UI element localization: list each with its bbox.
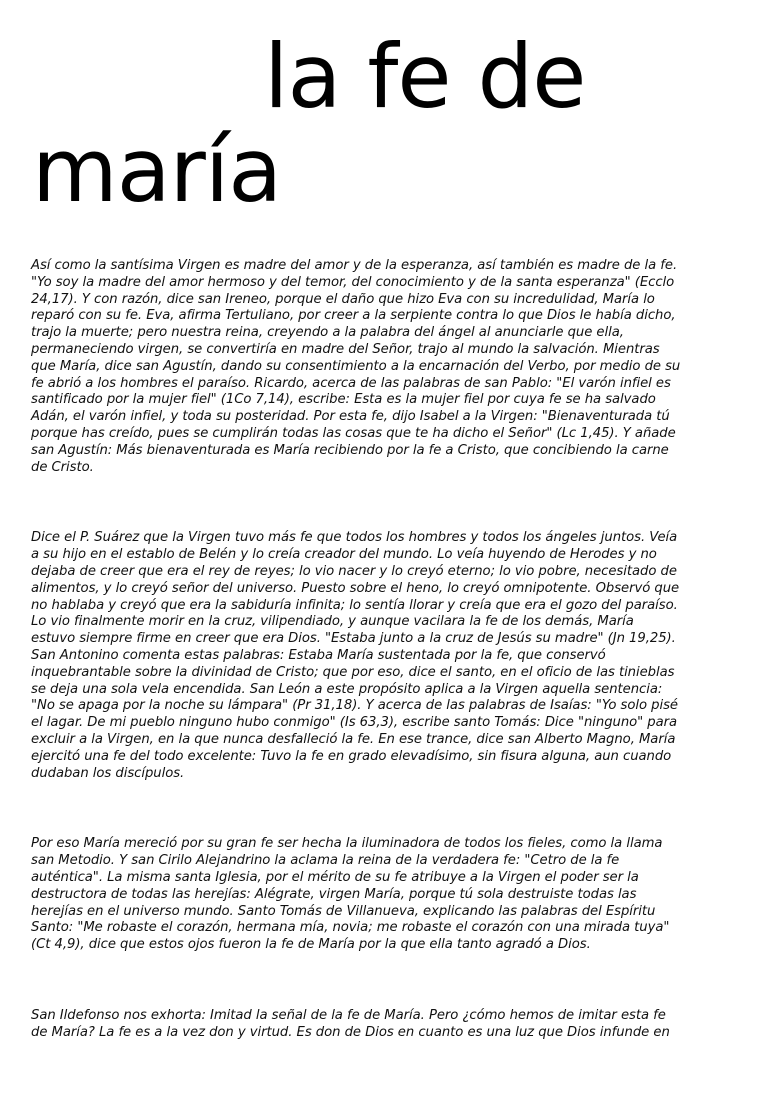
paragraph-line: "Yo soy la madre del amor hermoso y del temor, del conocimiento y de la santa esperanza" (Ecclo [31, 274, 675, 290]
paragraph-line: permaneciendo virgen, se convertiría en madre del Señor, trajo al mundo la salvación. Mientras [31, 341, 660, 357]
title-line: la fe de [264, 25, 586, 128]
paragraph-line: Por eso María mereció por su gran fe ser hecha la iluminadora de todos los fieles, como la llama [31, 836, 663, 852]
paragraph-line: porque has creído, pues se cumplirán todas las cosas que te ha dicho el Señor" (Lc 1,45). Y añade [31, 425, 676, 441]
paragraph-line: Lo vio finalmente morir en la cruz, vilipendiado, y aunque vacilara la fe de los demás, María [31, 614, 634, 630]
paragraph-line: excluir a la Virgen, en la que nunca desfalleció la fe. En ese trance, dice san Alberto Magno, María [31, 731, 676, 747]
paragraph-line: alimentos, y lo creyó señor del universo. Puesto sobre el heno, lo creyó omnipotente. Observó que [31, 580, 680, 596]
paragraph-line: Dice el P. Suárez que la Virgen tuvo más fe que todos los hombres y todos los ángeles juntos. Veía [31, 530, 678, 546]
paragraph-line: fe abrió a los hombres el paraíso. Ricardo, acerca de las palabras de san Pablo: "El varón infiel es [31, 375, 671, 391]
paragraph-line: de María? La fe es a la vez don y virtud. Es don de Dios en cuanto es una luz que Dios infunde en [31, 1024, 670, 1040]
paragraph-line: (Ct 4,9), dice que estos ojos fueron la fe de María por la que ella tanto agradó a Dios. [31, 937, 591, 953]
paragraph-line: inquebrantable sobre la divinidad de Cristo; que por eso, dice el santo, en el oficio de las tinieblas [31, 664, 675, 680]
paragraph-line: dudaban los discípulos. [31, 765, 185, 781]
body-paragraph [31, 1008, 743, 1042]
paragraph-line: trajo la muerte; pero nuestra reina, creyendo a la palabra del ángel al anunciarle que ella, [31, 325, 624, 341]
paragraph-line: San Ildefonso nos exhorta: Imitad la señal de la fe de María. Pero ¿cómo hemos de imitar esta fe [31, 1007, 666, 1023]
paragraph-line: a su hijo en el establo de Belén y lo creía creador del mundo. Lo veía huyendo de Herodes y no [31, 547, 657, 563]
paragraph-line: San Antonino comenta estas palabras: Estaba María sustentada por la fe, que conservó [31, 647, 606, 663]
paragraph-line: herejías en el universo mundo. Santo Tomás de Villanueva, explicando las palabras del Espíritu [31, 903, 656, 919]
body-paragraph [31, 258, 743, 476]
paragraph-line: se deja una sola vela encendida. San León a este propósito aplica a la Virgen aquella sentencia: [31, 681, 663, 697]
document-title [32, 25, 752, 222]
paragraph-line: reparó con su fe. Eva, afirma Tertuliano, por creer a la serpiente contra lo que Dios le había dicho, [31, 308, 676, 324]
paragraph-line: que María, dice san Agustín, dando su consentimiento a la encarnación del Verbo, por medio de su [31, 358, 681, 374]
paragraph-line: ejercitó una fe del todo excelente: Tuvo la fe en grado elevadísimo, sin fisura alguna, aun cuando [31, 748, 672, 764]
paragraph-line: 24,17). Y con razón, dice san Ireneo, porque el daño que hizo Eva con su incredulidad, María lo [31, 291, 655, 307]
paragraph-line: santificado por la mujer fiel" (1Co 7,14), escribe: Esta es la mujer fiel por cuya fe se ha salvado [31, 392, 656, 408]
document-body [31, 258, 743, 1095]
paragraph-line: san Agustín: Más bienaventurada es María recibiendo por la fe a Cristo, que concibiendo la carne [31, 442, 669, 458]
paragraph-line: Adán, el varón infiel, y toda su posteridad. Por esta fe, dijo Isabel a la Virgen: "Bienaventurada tú [31, 409, 670, 425]
paragraph-line: destructora de todas las herejías: Alégrate, virgen María, porque tú sola destruiste todas las [31, 886, 637, 902]
paragraph-line: estuvo siempre firme en creer que era Dios. "Estaba junto a la cruz de Jesús su madre" (Jn 19,25). [31, 631, 676, 647]
paragraph-line: "No se apaga por la noche su lámpara" (Pr 31,18). Y acerca de las palabras de Isaías: "Yo solo pisé [31, 698, 678, 714]
paragraph-line: no hablaba y creyó que era la sabiduría infinita; lo sentía llorar y creía que era el gozo del paraíso. [31, 597, 678, 613]
paragraph-line: Así como la santísima Virgen es madre del amor y de la esperanza, así también es madre de la fe. [31, 258, 678, 273]
paragraph-line: auténtica". La misma santa Iglesia, por el mérito de su fe atribuye a la Virgen el poder ser la [31, 869, 639, 885]
title-line: maría [32, 119, 282, 222]
body-paragraph [31, 836, 743, 954]
body-paragraph [31, 530, 743, 782]
paragraph-line: el lagar. De mi pueblo ninguno hubo conmigo" (Is 63,3), escribe santo Tomás: Dice "ninguno" para [31, 715, 678, 731]
paragraph-line: Santo: "Me robaste el corazón, hermana mía, novia; me robaste el corazón con una mirada tuya" [31, 920, 670, 936]
paragraph-line: dejaba de creer que era el rey de reyes; lo vio nacer y lo creyó eterno; lo vio pobre, necesitado de [31, 563, 677, 579]
paragraph-line: de Cristo. [31, 459, 94, 475]
paragraph-line: san Metodio. Y san Cirilo Alejandrino la aclama la reina de la verdadera fe: "Cetro de la fe [31, 853, 620, 869]
